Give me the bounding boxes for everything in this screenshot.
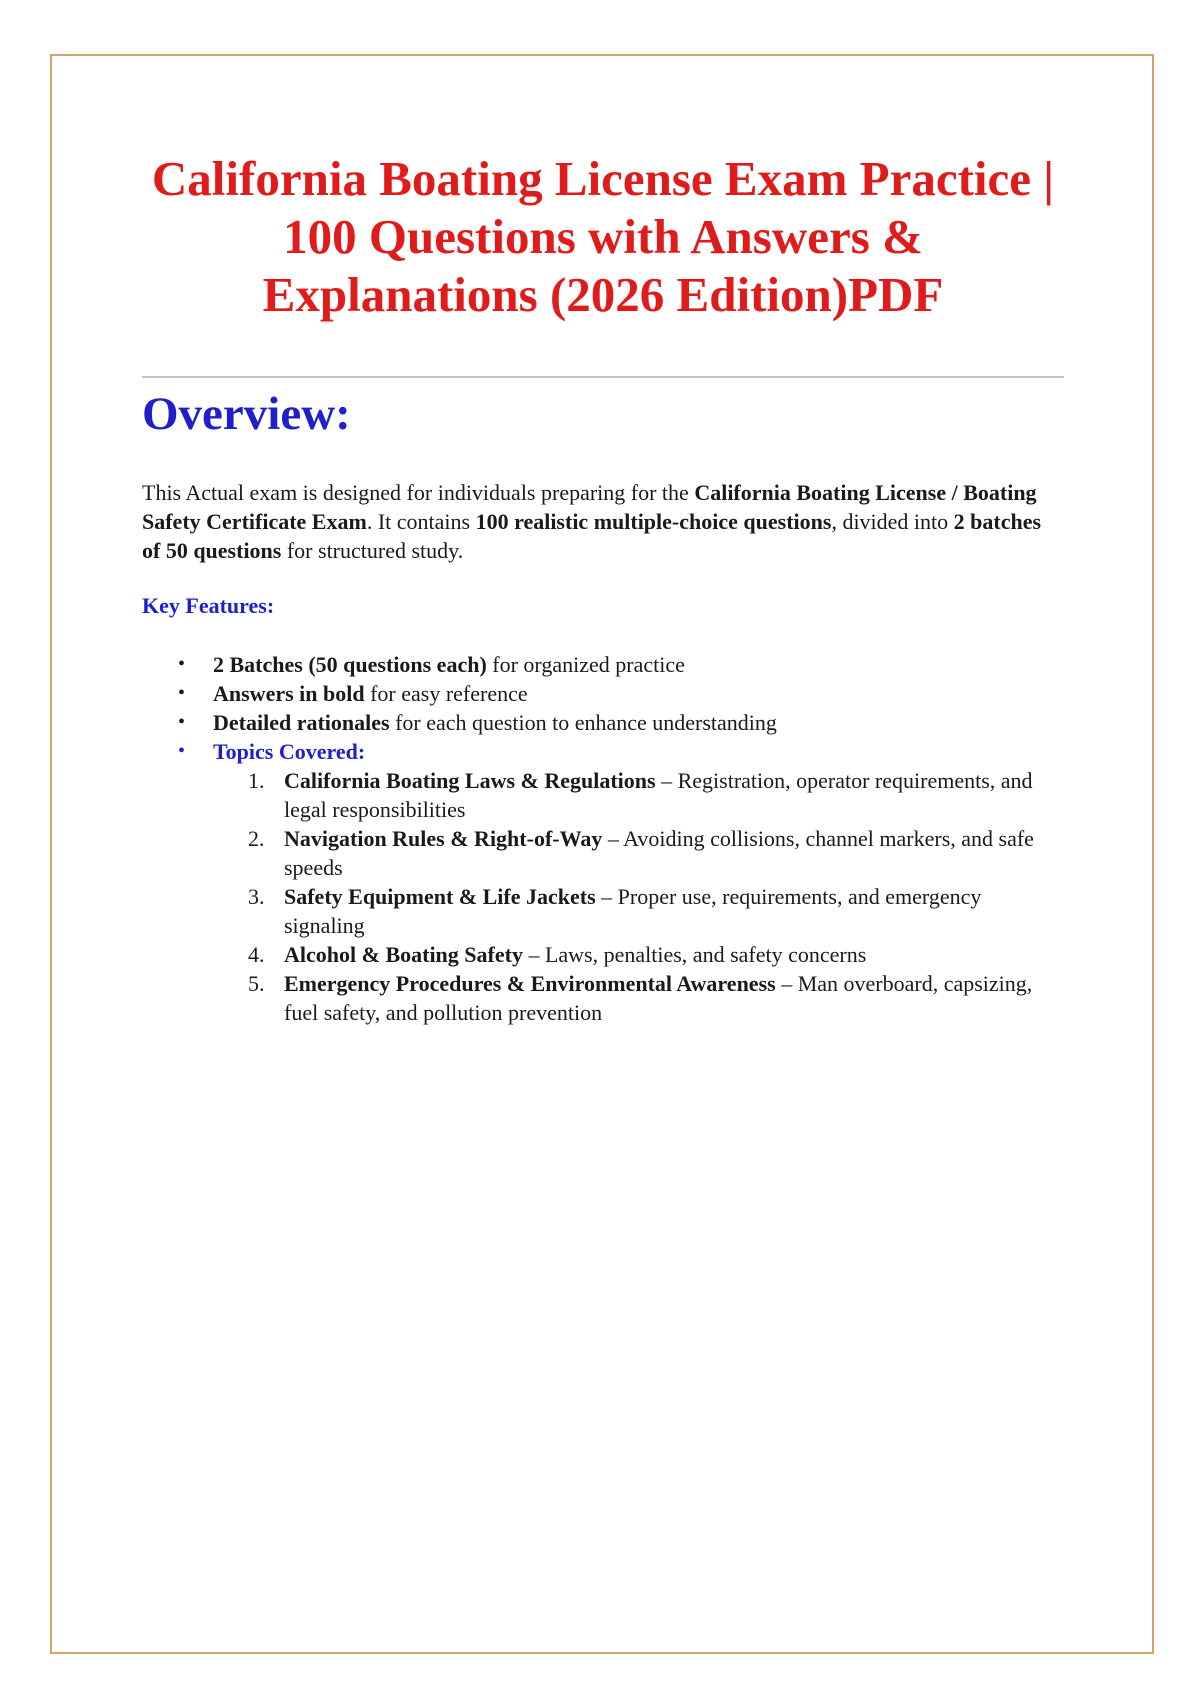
key-features-list — [142, 650, 1064, 766]
overview-paragraph — [142, 478, 1064, 565]
topic-number: 1. — [248, 768, 265, 793]
bullet-icon: • — [178, 711, 186, 733]
feature-bold: Answers in bold — [213, 681, 365, 706]
topic-number: 4. — [248, 942, 265, 967]
topic-number: 3. — [248, 884, 265, 909]
topic-description: – Laws, penalties, and safety concerns — [522, 942, 867, 967]
intro-text-3: , divided into — [831, 509, 954, 534]
horizontal-rule — [142, 376, 1064, 378]
intro-bold-question-count: 100 realistic multiple-choice questions — [475, 509, 832, 534]
topic-description: – Proper use, requirements, and emergency signaling — [284, 884, 982, 938]
bullet-icon: • — [178, 740, 186, 762]
intro-bold-batches: 2 batches of 50 questions — [142, 509, 1042, 563]
intro-text-2: . It contains — [366, 509, 476, 534]
feature-bold: Detailed rationales — [213, 710, 390, 735]
feature-item — [142, 679, 1064, 708]
topic-name: Navigation Rules & Right-of-Way — [284, 826, 603, 851]
topics-list — [142, 766, 1064, 1027]
topic-description: – Registration, operator requirements, and legal responsibilities — [284, 768, 1033, 822]
topic-item — [142, 969, 1064, 1027]
intro-bold-exam-name: California Boating License / Boating Safety Certificate Exam — [142, 480, 1037, 534]
document-page — [142, 150, 1064, 1027]
topics-covered-item — [142, 737, 1064, 766]
key-features-heading: Key Features: — [142, 593, 275, 618]
overview-heading: Overview: — [142, 388, 351, 440]
topics-covered-label: Topics Covered: — [213, 739, 366, 764]
topic-item — [142, 766, 1064, 824]
topic-name: Emergency Procedures & Environmental Awareness — [284, 971, 776, 996]
topic-description: – Man overboard, capsizing, fuel safety, and pollution prevention — [284, 971, 1033, 1025]
feature-text: for easy reference — [364, 681, 528, 706]
topic-number: 2. — [248, 826, 265, 851]
feature-text: for organized practice — [486, 652, 685, 677]
feature-item — [142, 650, 1064, 679]
feature-text: for each question to enhance understanding — [389, 710, 777, 735]
intro-text-4: for structured study. — [281, 538, 464, 563]
topic-name: Alcohol & Boating Safety — [284, 942, 523, 967]
topic-description: – Avoiding collisions, channel markers, and safe speeds — [284, 826, 1034, 880]
bullet-icon: • — [178, 682, 186, 704]
topic-item — [142, 940, 1064, 969]
topic-item — [142, 824, 1064, 882]
topic-number: 5. — [248, 971, 265, 996]
topic-name: Safety Equipment & Life Jackets — [284, 884, 596, 909]
bullet-icon: • — [178, 653, 186, 675]
topic-item — [142, 882, 1064, 940]
intro-text-1: This Actual exam is designed for individuals preparing for the — [142, 480, 695, 505]
topic-name: California Boating Laws & Regulations — [284, 768, 656, 793]
feature-item — [142, 708, 1064, 737]
feature-bold: 2 Batches (50 questions each) — [213, 652, 487, 677]
document-title: California Boating License Exam Practice | 100 Questions with Answers & Explanations (2026 Edition)PDF — [151, 151, 1055, 322]
